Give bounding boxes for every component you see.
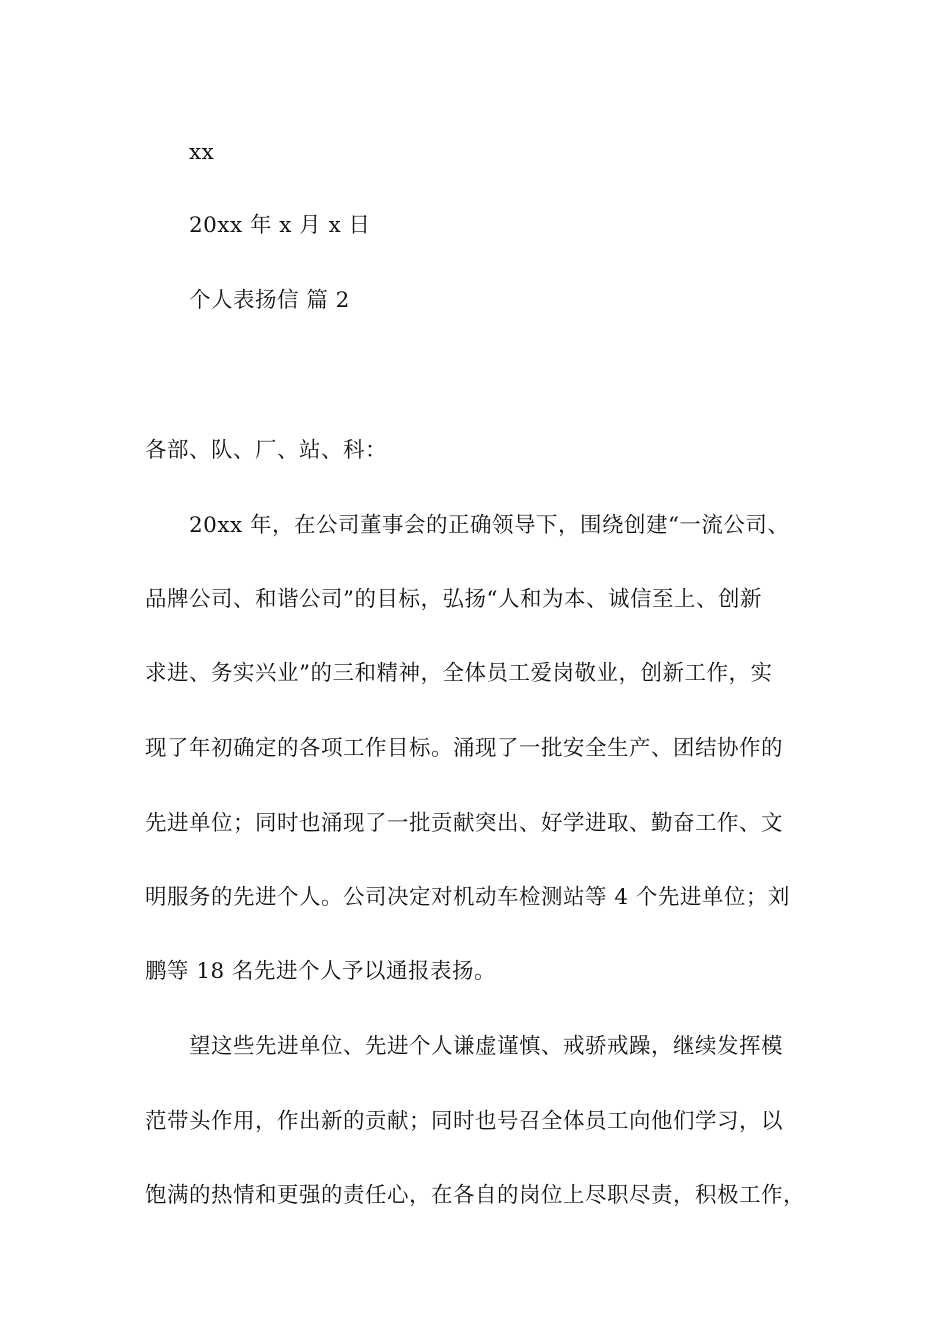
body-line: 范带头作用，作出新的贡献；同时也号召全体员工向他们学习，以 — [145, 1109, 784, 1134]
body-line: 饱满的热情和更强的责任心，在各自的岗位上尽职尽责，积极工作， — [145, 1183, 806, 1208]
body-line: 求进、务实兴业”的三和精神，全体员工爱岗敬业，创新工作，实 — [145, 661, 773, 686]
body-line: 明服务的先进个人。公司决定对机动车检测站等 4 个先进单位；刘 — [145, 885, 790, 910]
section-title: 个人表扬信 篇 2 — [189, 288, 350, 313]
salutation: 各部、队、厂、站、科： — [145, 438, 388, 463]
signature-date: 20xx 年 x 月 x 日 — [189, 213, 371, 238]
body-line: 望这些先进单位、先进个人谦虚谨慎、戒骄戒躁，继续发挥模 — [189, 1034, 784, 1059]
body-line: 先进单位；同时也涌现了一批贡献突出、好学进取、勤奋工作、文 — [145, 811, 784, 836]
body-line: 品牌公司、和谐公司”的目标，弘扬“人和为本、诚信至上、创新 — [145, 587, 762, 612]
body-line: 鹏等 18 名先进个人予以通报表扬。 — [145, 959, 497, 984]
signature-name: xx — [189, 140, 215, 165]
body-line: 现了年初确定的各项工作目标。涌现了一批安全生产、团结协作的 — [145, 736, 784, 761]
body-line: 20xx 年，在公司董事会的正确领导下，围绕创建“一流公司、 — [189, 513, 790, 538]
